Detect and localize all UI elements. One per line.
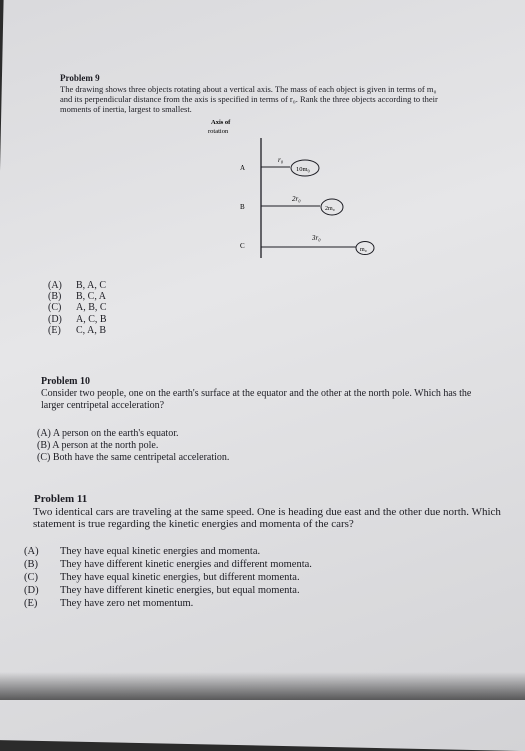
object-label-a: A xyxy=(240,164,246,172)
object-label-c: C xyxy=(240,242,245,250)
axis-label-line2: rotation xyxy=(208,128,229,135)
problem9-text-line: moments of inertia, largest to smallest. xyxy=(60,104,192,114)
problem9-text-line: The drawing shows three objects rotating about a vertical axis. The mass of each object is given in terms of m₀ xyxy=(60,84,437,94)
problem11-title: Problem 11 xyxy=(34,493,88,505)
option-letter: (E) xyxy=(24,598,38,609)
distance-a: r₀ xyxy=(278,156,284,164)
mass-a-label: 10m₀ xyxy=(296,166,310,173)
problem9-title: Problem 9 xyxy=(60,73,100,83)
option-letter: (D) xyxy=(48,314,62,325)
problem11-option[interactable] xyxy=(24,572,300,585)
option-letter: (E) xyxy=(48,325,61,336)
problem11-text-line: statement is true regarding the kinetic energies and momenta of the cars? xyxy=(33,518,354,530)
problem9-text-line: and its perpendicular distance from the axis is specified in terms of r₀. Rank the three objects according to their xyxy=(60,94,438,104)
problem9-option[interactable] xyxy=(48,291,106,303)
option-letter: (A) xyxy=(48,280,62,291)
problem10-title: Problem 10 xyxy=(41,376,90,387)
problem10-text-line: Consider two people, one on the earth's surface at the equator and the other at the north pole. Which has the xyxy=(41,388,472,399)
option-letter: (B) xyxy=(24,559,38,570)
option-text: A, C, B xyxy=(76,314,107,325)
option-text: They have different kinetic energies and different momenta. xyxy=(60,559,312,570)
problem10-text-line: larger centripetal acceleration? xyxy=(41,400,165,411)
problem11-option[interactable] xyxy=(24,598,193,611)
option-letter: (C) xyxy=(48,302,62,313)
option-text: They have zero net momentum. xyxy=(60,598,194,609)
problem11-option[interactable] xyxy=(24,546,260,559)
option-letter: (A) xyxy=(24,546,39,557)
option-text: They have different kinetic energies, but equal momenta. xyxy=(60,585,300,596)
mass-b-label: 2m₀ xyxy=(325,206,335,212)
option-letter: (D) xyxy=(24,585,39,596)
problem9-option[interactable] xyxy=(48,314,107,326)
option-text: They have equal kinetic energies and momenta. xyxy=(60,546,261,557)
object-label-b: B xyxy=(240,203,245,211)
option-text: B, C, A xyxy=(76,291,107,302)
problem11-option[interactable] xyxy=(24,559,312,572)
problem9-option[interactable] xyxy=(48,302,107,314)
axis-label-line1: Axis of xyxy=(211,119,231,126)
mass-c-label: m₀ xyxy=(360,247,367,253)
problem10-option[interactable]: (C) Both have the same centripetal acceleration. xyxy=(37,452,230,463)
option-text: They have equal kinetic energies, but different momenta. xyxy=(60,572,300,583)
option-text: C, A, B xyxy=(76,325,107,336)
option-text: B, A, C xyxy=(76,280,107,291)
option-letter: (B) xyxy=(48,291,62,302)
problem11-option[interactable] xyxy=(24,585,300,598)
problem10-option[interactable]: (A) A person on the earth's equator. xyxy=(37,428,179,439)
problem9-option[interactable] xyxy=(48,280,106,292)
distance-b: 2r₀ xyxy=(292,195,301,203)
option-letter: (C) xyxy=(24,572,38,583)
problem11-text-line: Two identical cars are traveling at the same speed. One is heading due east and the other due north. Which xyxy=(33,506,501,518)
table-shadow xyxy=(0,672,525,700)
option-text: A, B, C xyxy=(76,302,107,313)
problem9-option[interactable] xyxy=(48,325,106,337)
problem10-option[interactable]: (B) A person at the north pole. xyxy=(37,440,159,451)
distance-c: 3r₀ xyxy=(312,234,321,242)
rotation-axis-diagram xyxy=(160,110,390,265)
